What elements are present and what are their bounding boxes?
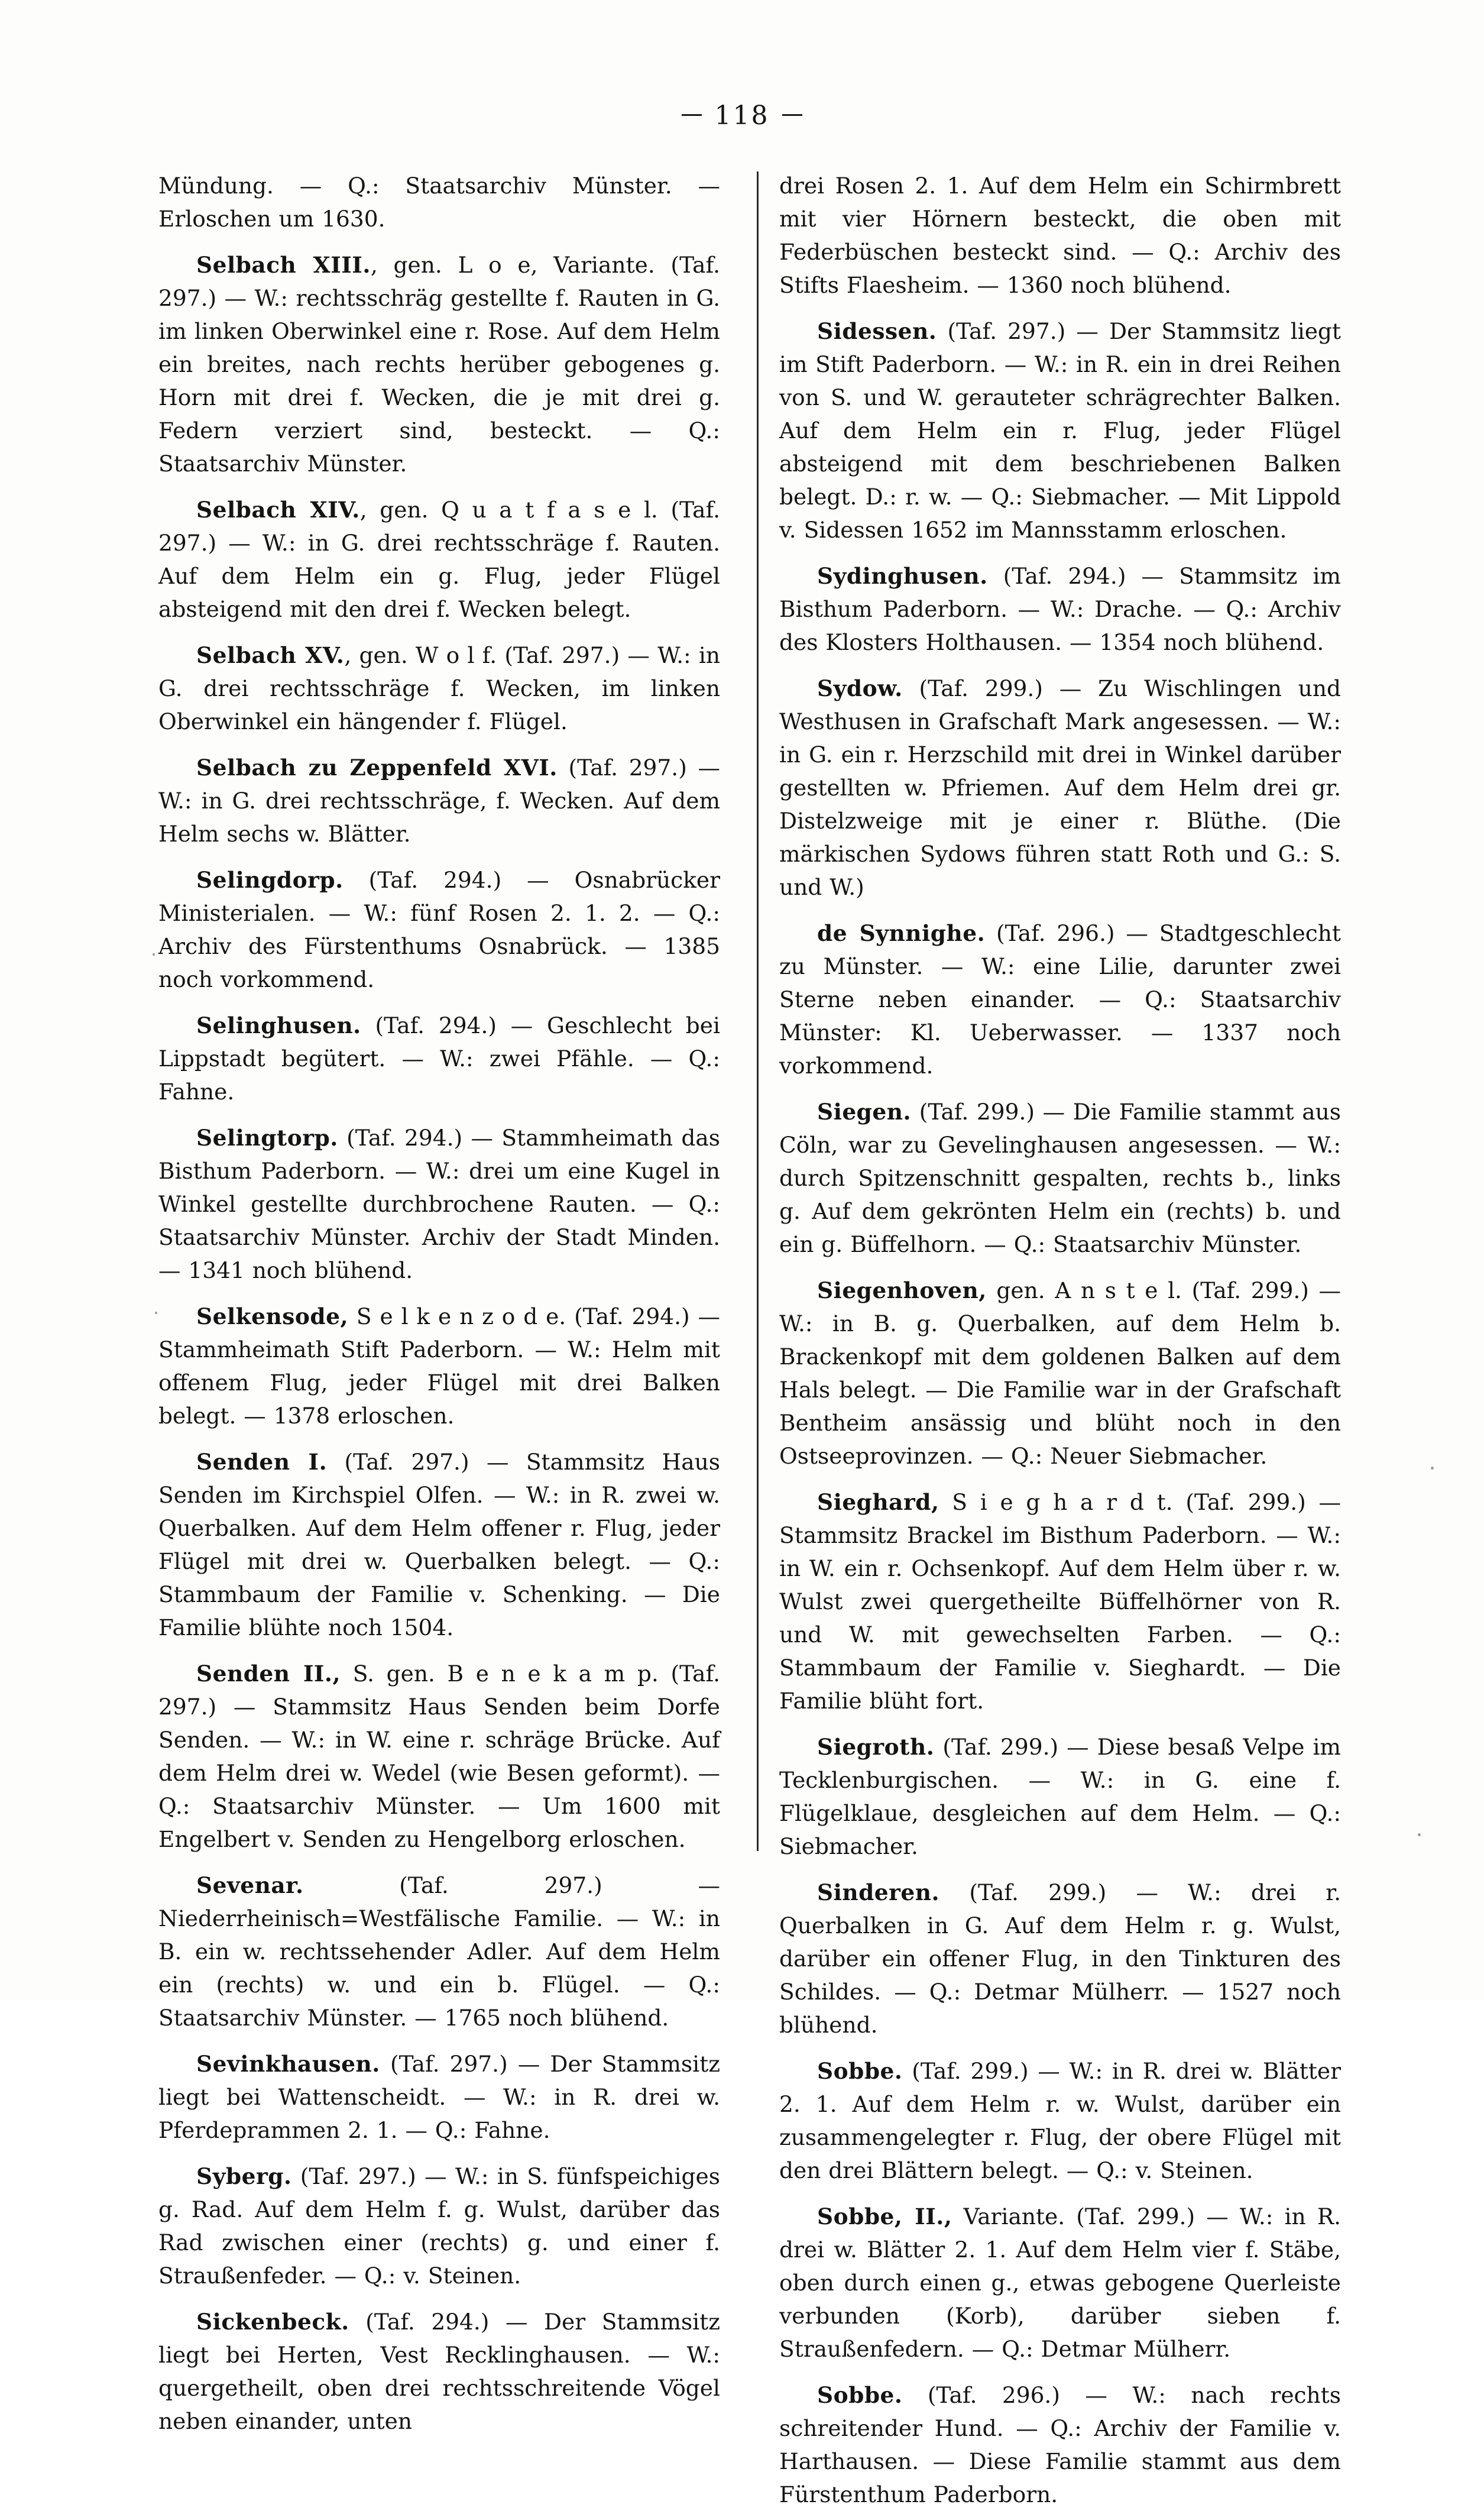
entry-headword: Siegenhoven, — [817, 1277, 987, 1303]
entry-paragraph: Sydow. (Taf. 299.) — Zu Wischlingen und Westhusen in Grafschaft Mark angesessen. — W.: in G. ein r. Herzschild mit drei in Winkel darüber gestellten w. Pfriemen. Auf dem Helm drei gr. Distelzweige mit je einer r. Blüthe. (Die märkischen Sydows führen statt Roth und G.: S. und W.) — [779, 675, 1341, 900]
entry-headword: Sevinkhausen. — [196, 2051, 380, 2077]
entry-headword: Selbach XIII. — [196, 252, 371, 278]
entry-headword: Sydow. — [817, 675, 903, 701]
entry-headword: Senden I. — [196, 1449, 328, 1475]
entry-headword: Selbach XIV. — [196, 497, 360, 523]
head-rule-right — [782, 114, 802, 116]
entry-paragraph: Senden II., S. gen. B e n e k a m p. (Taf. 297.) — Stammsitz Haus Senden beim Dorfe Senden. — W.: in W. eine r. schräge Brücke. Auf dem Helm drei w. Wedel (wie Besen geformt). — Q.: Staatsarchiv Münster. — Um 1600 mit Engelbert v. Senden zu Hengelborg erloschen. — [158, 1661, 720, 1852]
entry-headword: Selingdorp. — [196, 867, 344, 893]
text-body — [158, 169, 1341, 2507]
entry-paragraph: Syberg. (Taf. 297.) — W.: in S. fünfspeichiges g. Rad. Auf dem Helm f. g. Wulst, darüber das Rad zwischen einer (rechts) g. und einer f. Straußenfeder. — Q.: v. Steinen. — [158, 2163, 720, 2289]
entry-headword: Sobbe. — [817, 2382, 903, 2408]
entry-paragraph: Selbach XIV., gen. Q u a t f a s e l. (Taf. 297.) — W.: in G. drei rechtsschräge f. Rauten. Auf dem Helm ein g. Flug, jeder Flügel absteigend mit den drei f. Wecken belegt. — [158, 497, 721, 622]
entry-paragraph: Senden I. (Taf. 297.) — Stammsitz Haus Senden im Kirchspiel Olfen. — W.: in R. zwei w. Querbalken. Auf dem Helm offener r. Flug, jeder Flügel mit drei w. Querbalken belegt. — Q.: Stammbaum der Familie v. Schenking. — Die Familie blühte noch 1504. — [158, 1449, 720, 1640]
entry-paragraph: Sieghard, S i e g h a r d t. (Taf. 299.) — Stammsitz Brackel im Bisthum Paderborn. — W.: in W. ein r. Ochsenkopf. Auf dem Helm über r. w. Wulst zwei quergetheilte Büffelhörner von R. und W. mit gewechselten Farben. — Q.: Stammbaum der Familie v. Sieghardt. — Die Familie blüht fort. — [779, 1489, 1341, 1714]
entry-paragraph: Sinderen. (Taf. 299.) — W.: drei r. Querbalken in G. Auf dem Helm r. g. Wulst, darüber ein offener Flug, in den Tinkturen des Schildes. — Q.: Detmar Mülherr. — 1527 noch blühend. — [779, 1879, 1341, 2038]
scan-speckle — [153, 953, 155, 956]
entry-paragraph: Siegroth. (Taf. 299.) — Diese besaß Velpe im Tecklenburgischen. — W.: in G. eine f. Flügelklaue, desgleichen auf dem Helm. — Q.: Siebmacher. — [779, 1734, 1341, 1859]
entry-paragraph: Selingtorp. (Taf. 294.) — Stammheimath das Bisthum Paderborn. — W.: drei um eine Kugel in Winkel gestellte durchbrochene Rauten. — Q.: Staatsarchiv Münster. Archiv der Stadt Minden. — 1341 noch blühend. — [158, 1125, 720, 1283]
entry-headword: Sydinghusen. — [817, 563, 988, 589]
entry-paragraph: Selbach zu Zeppenfeld XVI. (Taf. 297.) — W.: in G. drei rechtsschräge, f. Wecken. Auf dem Helm sechs w. Blätter. — [158, 755, 720, 847]
entry-paragraph: Sobbe. (Taf. 296.) — W.: nach rechts schreitender Hund. — Q.: Archiv der Familie v. Harthausen. — Diese Familie stammt aus dem Fürstenthum Paderborn. — [779, 2382, 1341, 2507]
scan-speckle — [155, 1312, 157, 1314]
entry-paragraph: Sydinghusen. (Taf. 294.) — Stammsitz im Bisthum Paderborn. — W.: Drache. — Q.: Archiv des Klosters Holthausen. — 1354 noch blühend. — [779, 563, 1341, 655]
entry-paragraph: Siegenhoven, gen. A n s t e l. (Taf. 299.) — W.: in B. g. Querbalken, auf dem Helm b. Brackenkopf mit dem goldenen Balken auf dem Hals belegt. — Die Familie war in der Grafschaft Bentheim ansässig und blüht noch in den Ostseeprovinzen. — Q.: Neuer Siebmacher. — [779, 1277, 1341, 1469]
entry-headword: Sevenar. — [196, 1872, 304, 1898]
entry-headword: Syberg. — [196, 2163, 292, 2189]
entry-headword: Selbach XV. — [196, 642, 345, 668]
entry-headword: Selinghusen. — [196, 1012, 361, 1038]
entry-paragraph: Siegen. (Taf. 299.) — Die Familie stammt aus Cöln, war zu Gevelinghausen angesessen. — W.: durch Spitzenschnitt gespalten, rechts b., links g. Auf dem gekrönten Helm ein (rechts) b. und ein g. Büffelhorn. — Q.: Staatsarchiv Münster. — [779, 1099, 1341, 1257]
scan-speckle — [1418, 1833, 1421, 1836]
entry-paragraph: Selinghusen. (Taf. 294.) — Geschlecht bei Lippstadt begütert. — W.: zwei Pfähle. — Q.: Fahne. — [158, 1012, 720, 1105]
entry-headword: Sieghard, — [817, 1489, 939, 1515]
entry-paragraph: Selingdorp. (Taf. 294.) — Osnabrücker Ministerialen. — W.: fünf Rosen 2. 1. 2. — Q.: Archiv des Fürstenthums Osnabrück. — 1385 noch vorkommend. — [158, 867, 720, 992]
running-head — [0, 101, 1484, 131]
entry-paragraph: Sobbe. (Taf. 299.) — W.: in R. drei w. Blätter 2. 1. Auf dem Helm r. w. Wulst, darüber ein zusammengelegter r. Flug, der obere Flügel mit den drei Blättern belegt. — Q.: v. Steinen. — [779, 2058, 1341, 2183]
head-rule-left — [682, 114, 702, 116]
entry-paragraph: Selbach XV., gen. W o l f. (Taf. 297.) — W.: in G. drei rechtsschräge f. Wecken, im linken Oberwinkel ein hängender f. Flügel. — [158, 642, 720, 734]
entry-headword: Siegen. — [817, 1099, 912, 1125]
entry-paragraph: Mündung. — Q.: Staatsarchiv Münster. — Erloschen um 1630. — [158, 173, 720, 232]
entry-paragraph: Sickenbeck. (Taf. 294.) — Der Stammsitz liegt bei Herten, Vest Recklinghausen. — W.: quergetheilt, oben drei rechtsschreitende Vögel neben einander, unten — [158, 2309, 720, 2434]
entry-headword: Sickenbeck. — [196, 2309, 349, 2335]
entry-headword: Sobbe, II., — [817, 2203, 952, 2230]
scan-speckle — [1431, 1467, 1434, 1470]
entry-paragraph: Sobbe, II., Variante. (Taf. 299.) — W.: in R. drei w. Blätter 2. 1. Auf dem Helm vier f. Stäbe, oben durch einen g., etwas gebogene Querleiste verbunden (Korb), darüber sieben f. Straußenfedern. — Q.: Detmar Mülherr. — [779, 2203, 1341, 2362]
entry-paragraph: de Synnighe. (Taf. 296.) — Stadtgeschlecht zu Münster. — W.: eine Lilie, darunter zwei Sterne neben einander. — Q.: Staatsarchiv Münster: Kl. Ueberwasser. — 1337 noch vorkommend. — [779, 920, 1341, 1079]
entry-paragraph: Sevenar. (Taf. 297.) — Niederrheinisch=Westfälische Familie. — W.: in B. ein w. rechtssehender Adler. Auf dem Helm ein (rechts) w. und ein b. Flügel. — Q.: Staatsarchiv Münster. — 1765 noch blühend. — [158, 1872, 720, 2031]
entry-headword: Siegroth. — [817, 1734, 935, 1760]
entry-paragraph: Sevinkhausen. (Taf. 297.) — Der Stammsitz liegt bei Wattenscheidt. — W.: in R. drei w. Pferdeprammen 2. 1. — Q.: Fahne. — [158, 2051, 720, 2143]
entry-headword: de Synnighe. — [817, 920, 986, 946]
entry-paragraph: Sidessen. (Taf. 297.) — Der Stammsitz liegt im Stift Paderborn. — W.: in R. ein in drei Reihen von S. und W. gerauteter schrägrechter Balken. Auf dem Helm ein r. Flug, jeder Flügel absteigend mit dem beschriebenen Balken belegt. D.: r. w. — Q.: Siebmacher. — Mit Lippold v. Sidessen 1652 im Mannsstamm erloschen. — [779, 318, 1341, 543]
entry-headword: Selingtorp. — [196, 1125, 338, 1151]
page-number: 118 — [714, 101, 770, 131]
entry-headword: Sobbe. — [817, 2058, 903, 2084]
entry-headword: Sinderen. — [817, 1879, 940, 1905]
entry-paragraph: Selkensode, S e l k e n z o d e. (Taf. 294.) — Stammheimath Stift Paderborn. — W.: Helm mit offenem Flug, jeder Flügel mit drei Balken belegt. — 1378 erloschen. — [158, 1303, 720, 1429]
entry-paragraph: drei Rosen 2. 1. Auf dem Helm ein Schirmbrett mit vier Hörnern besteckt, die oben mit Federbüschen besteckt sind. — Q.: Archiv des Stifts Flaesheim. — 1360 noch blühend. — [779, 173, 1341, 298]
entry-headword: Selbach zu Zeppenfeld XVI. — [196, 755, 558, 781]
entry-paragraph: Selbach XIII., gen. L o e, Variante. (Taf. 297.) — W.: rechtsschräg gestellte f. Rauten in G. im linken Oberwinkel eine r. Rose. Auf dem Helm ein breites, nach rechts herüber gebogenes g. Horn mit drei f. Wecken, die je mit drei g. Federn verziert sind, besteckt. — Q.: Staatsarchiv Münster. — [158, 252, 720, 477]
column-right — [744, 169, 1341, 2507]
entry-headword: Sidessen. — [817, 318, 937, 344]
entry-headword: Senden II., — [196, 1661, 341, 1687]
column-left — [158, 169, 744, 2434]
entry-headword: Selkensode, — [196, 1303, 349, 1329]
